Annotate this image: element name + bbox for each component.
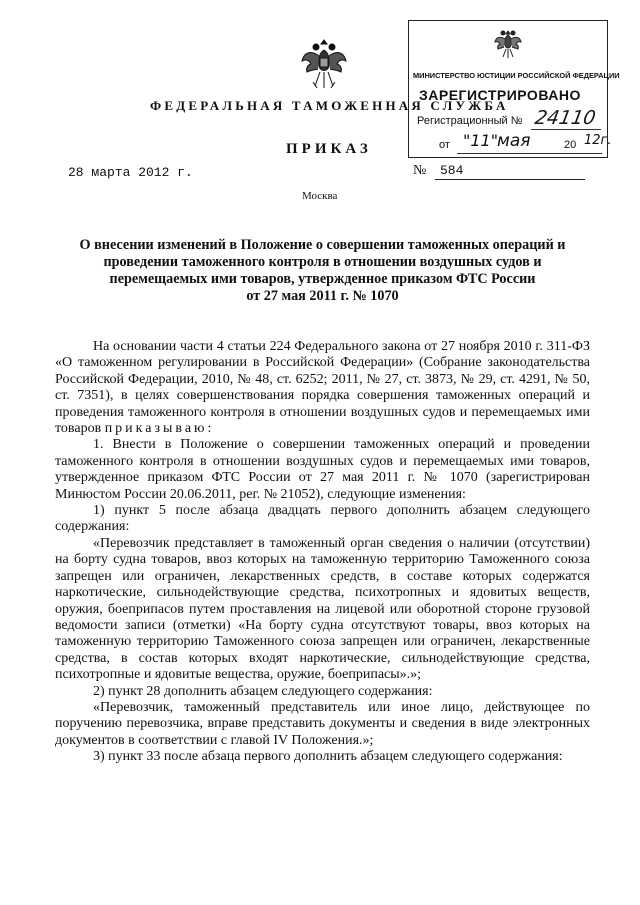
stamp-date-prefix: от	[439, 139, 450, 151]
subitem-3-paragraph: 3) пункт 33 после абзаца первого дополнить абзацем следующего содержания:	[93, 749, 563, 765]
order-number-underline	[435, 179, 585, 180]
preamble-text: На основании части 4 статьи 224 Федерального закона от 27 ноября 2010 г. 311-ФЗ «О таможенном регулировании в Российской Федерации» (Собрание законодательства Российской Федерации, 2010, № 48, ст. 6252; 2011, № 27, ст. 3873, № 29, ст. 4291, № 50, ст. 7351), в целях совершенствования порядка совершения таможенных операций и проведения таможенного контроля в отношении воздушных судов и перемещаемых ими товаров	[55, 339, 590, 437]
order-body	[55, 339, 590, 766]
subject-line: перемещаемых ими товаров, утвержденное приказом ФТС России	[109, 271, 536, 287]
registration-stamp	[408, 20, 620, 158]
subitem-1-paragraph: 1) пункт 5 после абзаца двадцать первого дополнить абзацем следующего содержания:	[55, 503, 590, 535]
order-number-label: №	[413, 163, 427, 178]
state-emblem-icon	[300, 38, 348, 94]
stamp-underline	[531, 129, 601, 130]
stamp-date-year: 12г.	[584, 133, 612, 148]
stamp-date-year-prefix: 20	[564, 139, 577, 151]
order-date: 28 марта 2012 г.	[68, 165, 193, 180]
preamble-paragraph	[55, 339, 590, 437]
stamp-eagle-icon	[493, 27, 523, 63]
order-subject	[55, 237, 590, 305]
quote-1-paragraph: «Перевозчик представляет в таможенный орган сведения о наличии (отсутствии) на борту судна товаров, ввоз которых на таможенную территорию Таможенного союза запрещен или ограничен, лекарственных средств, в составе которых содержатся наркотические, сильнодействующие средства, психотропных и ядовитых веществ, оружия, боеприпасов путем проставления на лицевой или оборотной стороне грузовой ведомости записи (отметки) «На борту судна отсутствуют товары, ввоз которых на таможенную территорию Таможенного союза запрещен или ограничен, лекарственные средства, в состав которых входят наркотические, сильнодействующие средства, психотропные и ядовитые вещества, оружие, боеприпасы».»;	[55, 535, 590, 683]
stamp-registered-label: ЗАРЕГИСТРИРОВАНО	[419, 87, 581, 103]
order-city: Москва	[302, 190, 338, 202]
quote-2-paragraph: «Перевозчик, таможенный представитель или иное лицо, действующее по поручению перевозчика, вправе представить документы и сведения в виде электронных документов в соответствии с главой IV Положения.»;	[55, 699, 590, 748]
subject-line: О внесении изменений в Положение о совершении таможенных операций и	[79, 237, 566, 253]
stamp-ministry-name: МИНИСТЕРСТВО ЮСТИЦИИ РОССИЙСКОЙ ФЕДЕРАЦИИ	[413, 71, 620, 80]
agency-name: ФЕДЕРАЛЬНАЯ ТАМОЖЕННАЯ СЛУЖБА	[150, 98, 509, 113]
subitem-2-paragraph: 2) пункт 28 дополнить абзацем следующего содержания:	[93, 683, 433, 699]
order-number: 584	[440, 163, 464, 178]
stamp-registration-number: 24110	[533, 107, 598, 129]
stamp-registration-label: Регистрационный №	[417, 115, 523, 127]
stamp-date-month: мая	[497, 131, 531, 151]
subject-line: от 27 мая 2011 г. № 1070	[246, 288, 399, 304]
subject-line: проведении таможенного контроля в отношении воздушных судов и	[103, 254, 542, 270]
order-word: приказываю:	[104, 421, 215, 437]
stamp-date-day: "11"	[463, 131, 499, 150]
order-title: ПРИКАЗ	[286, 141, 372, 157]
stamp-date-underline	[457, 153, 602, 154]
item-1-paragraph: 1. Внести в Положение о совершении таможенных операций и проведении таможенного контроля в отношении воздушных судов и перемещаемых ими товаров, утвержденное приказом ФТС России от 27 мая 2011 г. № 1070 (зарегистрирован Минюстом России 20.06.2011, рег. № 21052), следующие изменения:	[55, 437, 590, 502]
